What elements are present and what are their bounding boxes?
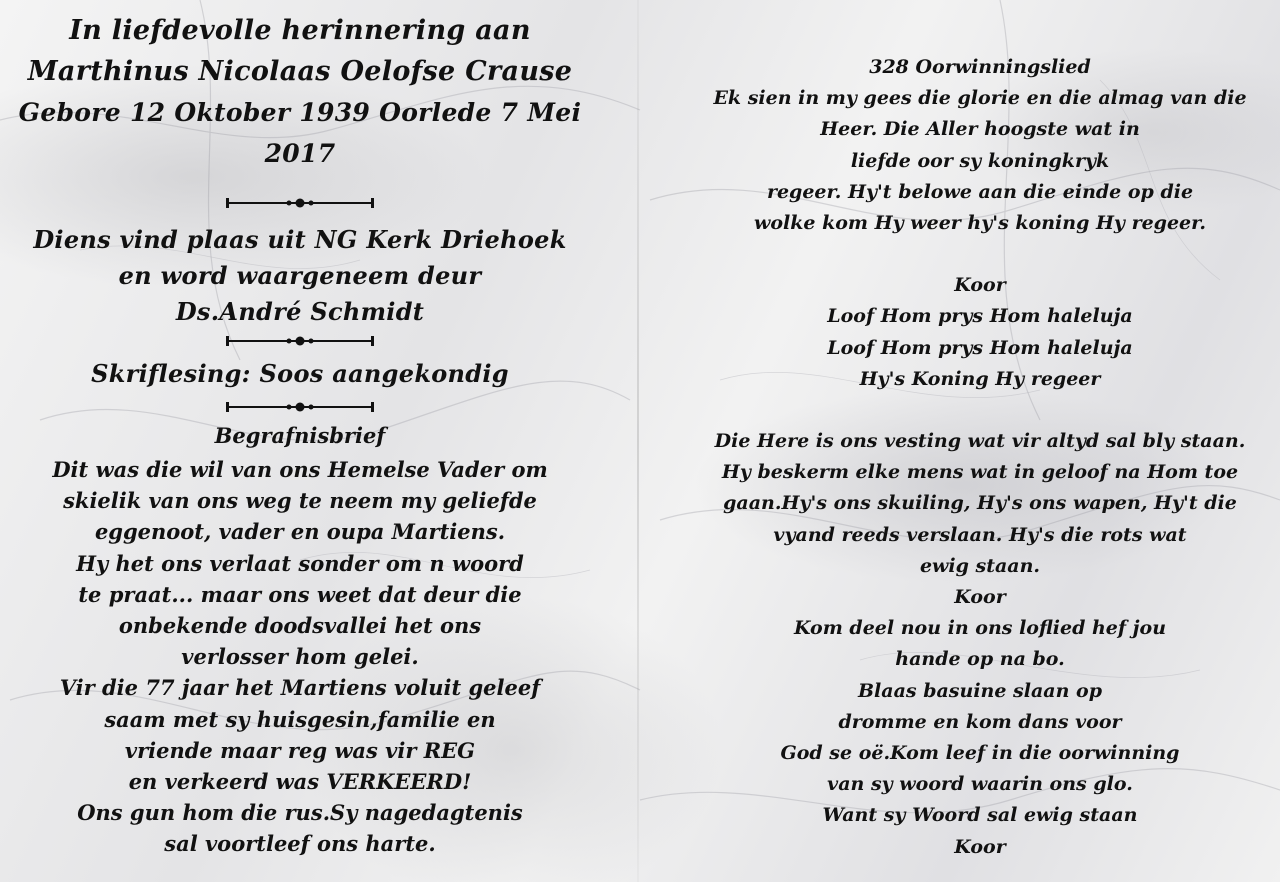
letter-heading: Begrafnisbrief (214, 423, 386, 448)
verse-line: hande op na bo. (895, 648, 1065, 671)
letter-line: Hy het ons verlaat sonder om n woord (76, 550, 524, 576)
service-location: Diens vind plaas uit NG Kerk Driehoek (33, 225, 567, 254)
verse-line: Want sy Woord sal ewig staan (822, 804, 1138, 827)
chorus-line: Hy's Koning Hy regeer (859, 367, 1101, 390)
letter-line: eggenoot, vader en oupa Martiens. (94, 519, 506, 545)
ornamental-divider-icon (0, 192, 600, 214)
verse-line: Heer. Die Aller hoogste wat in (820, 118, 1140, 141)
center-fold (637, 0, 639, 882)
service-officiant-intro: en word waargeneem deur (118, 261, 482, 290)
ornamental-divider-icon (0, 396, 600, 418)
dedication-line: In liefdevolle herinnering aan (69, 15, 531, 46)
chorus-label: Koor (954, 274, 1006, 297)
verse-line: dromme en kom dans voor (838, 710, 1122, 733)
verse-line: van sy woord waarin ons glo. (827, 773, 1133, 796)
letter-line: sal voortleef ons harte. (164, 831, 436, 857)
chorus-label: Koor (954, 586, 1006, 609)
letter-line: saam met sy huisgesin,familie en (104, 706, 496, 732)
hymn-title: 328 Oorwinningslied (869, 56, 1091, 78)
left-page (0, 0, 600, 882)
letter-line: skielik van ons weg te neem my geliefde (63, 488, 537, 514)
ornamental-divider-icon (0, 330, 600, 352)
service-officiant: Ds.André Schmidt (175, 297, 425, 326)
letter-line: vriende maar reg was vir REG (124, 737, 476, 763)
verse-line: Blaas basuine slaan op (858, 679, 1102, 702)
life-dates: Gebore 12 Oktober 1939 Oorlede 7 Mei 2017 (18, 98, 582, 168)
verse-line: regeer. Hy't belowe aan die einde op die (766, 180, 1194, 203)
verse-line: ewig staan. (919, 554, 1041, 577)
verse-line: Ek sien in my gees die glorie en die almag van die (713, 87, 1247, 110)
chorus-label: Koor (954, 835, 1006, 858)
verse-line: Die Here is ons vesting wat vir altyd sal bly staan. (714, 430, 1246, 453)
letter-line: Dit was die wil van ons Hemelse Vader om (52, 457, 548, 482)
verse-line: wolke kom Hy weer hy's koning Hy regeer. (753, 212, 1207, 235)
right-page (680, 0, 1280, 882)
scripture-reading: Skriflesing: Soos aangekondig (91, 359, 509, 388)
letter-line: en verkeerd was VERKEERD! (128, 769, 472, 795)
verse-line: Hy beskerm elke mens wat in geloof na Hom toe (721, 461, 1239, 484)
letter-line: verlosser hom gelei. (181, 644, 419, 670)
letter-line: Ons gun hom die rus.Sy nagedagtenis (77, 800, 523, 826)
verse-line: gaan.Hy's ons skuiling, Hy's ons wapen, Hy't die (723, 492, 1237, 515)
verse-line: vyand reeds verslaan. Hy's die rots wat (773, 523, 1187, 546)
verse-line: God se oë.Kom leef in die oorwinning (780, 742, 1180, 765)
letter-line: onbekende doodsvallei het ons (118, 613, 482, 639)
deceased-name: Marthinus Nicolaas Oelofse Crause (27, 56, 573, 87)
chorus-line: Loof Hom prys Hom haleluja (827, 305, 1133, 328)
letter-line: te praat... maar ons weet dat deur die (78, 581, 522, 607)
verse-line: Kom deel nou in ons loflied hef jou (793, 617, 1167, 640)
verse-line: liefde oor sy koningkryk (850, 149, 1110, 172)
chorus-line: Loof Hom prys Hom haleluja (827, 336, 1133, 359)
letter-line: Vir die 77 jaar het Martiens voluit geleef (59, 675, 541, 701)
